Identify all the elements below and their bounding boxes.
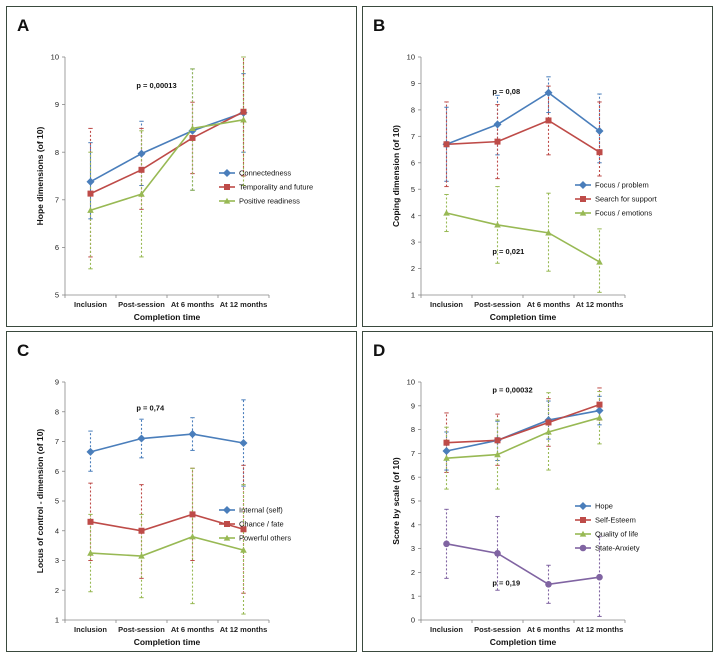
x-tick-label: At 12 months [575,300,624,309]
point-temporality-and-future [241,109,247,115]
x-tick-label: At 6 months [526,625,571,634]
x-tick-label: Post-session [118,625,165,634]
point-temporality-and-future [88,191,94,197]
legend-marker-temporality-and-future [224,184,230,190]
y-tick-label: 9 [410,79,415,89]
p-value-label: p = 0,74 [136,403,165,413]
p-value-label: p = 0,021 [492,247,525,257]
p-value-label: p = 0,08 [492,87,521,97]
x-axis-title: Completion time [133,312,201,322]
chart-c [7,332,355,650]
x-tick-label: Post-session [118,300,165,309]
y-tick-label: 2 [410,264,415,274]
x-tick-label: At 6 months [526,300,571,309]
point-self-esteem [546,419,552,425]
y-tick-label: 7 [54,437,59,447]
y-tick-label: 5 [410,496,415,506]
panel-background [363,7,711,325]
panel-letter: B [373,16,386,35]
y-tick-label: 6 [54,243,59,252]
legend-marker-chance-fate [224,521,230,527]
y-tick-label: 7 [54,195,59,205]
legend-label-connectedness: Connectedness [239,168,292,178]
point-search-for-support [444,141,450,147]
point-state-anxiety [596,574,603,581]
legend-label-positive-readiness: Positive readiness [239,196,300,206]
legend-marker-state-anxiety [580,545,587,552]
y-tick-label: 1 [410,290,415,300]
y-tick-label: 3 [410,544,415,554]
legend-label-quality-of-life: Quality of life [595,529,639,539]
point-temporality-and-future [139,167,145,173]
y-tick-label: 4 [410,520,415,530]
point-state-anxiety [443,541,450,548]
y-tick-label: 10 [406,377,415,387]
y-tick-label: 5 [410,184,415,194]
x-tick-label: Inclusion [74,300,107,309]
y-tick-label: 8 [410,105,415,115]
y-tick-label: 6 [410,158,415,168]
legend-marker-search-for-support [580,196,586,202]
legend-label-self-esteem: Self-Esteem [595,515,636,525]
y-tick-label: 2 [54,585,59,595]
legend-label-internal-self: Internal (self) [239,505,283,515]
y-tick-label: 8 [54,407,59,417]
legend-marker-self-esteem [580,517,586,523]
panel-letter: A [17,16,30,35]
panel-background [7,7,355,325]
y-tick-label: 8 [54,147,59,157]
y-tick-label: 3 [410,237,415,247]
y-tick-label: 7 [410,449,415,458]
y-tick-label: 4 [54,526,59,536]
p-value-label: p = 0,00032 [492,385,533,395]
y-tick-label: 5 [54,496,59,506]
x-tick-label: Post-session [474,300,521,309]
panel-background [363,332,711,650]
panel-c [6,331,357,652]
x-axis-title: Completion time [489,312,557,322]
point-search-for-support [597,149,603,155]
legend-label-powerful-others: Powerful others [239,533,292,543]
y-tick-label: 3 [54,556,59,566]
point-self-esteem [495,437,501,443]
y-tick-label: 6 [410,472,415,482]
point-state-anxiety [545,581,552,588]
x-tick-label: At 12 months [219,625,268,634]
point-state-anxiety [494,550,501,557]
panel-letter: C [17,341,30,360]
x-tick-label: At 6 months [170,625,215,634]
panel-b [362,6,713,327]
y-axis-title: Coping dimension (of 10) [391,125,401,227]
x-axis-title: Completion time [489,637,557,647]
y-axis-title: Score by scale (of 10) [391,457,401,545]
y-tick-label: 0 [410,615,415,625]
x-tick-label: Post-session [474,625,521,634]
p-value-label: p = 0,00013 [136,80,177,90]
y-tick-label: 4 [410,211,415,221]
legend-label-hope: Hope [595,501,613,511]
point-search-for-support [546,117,552,123]
x-tick-label: At 12 months [575,625,624,634]
legend-label-search-for-support: Search for support [595,194,657,204]
chart-d [363,332,711,650]
chart-b [363,7,711,325]
legend-label-focus-emotions: Focus / emotions [595,208,653,218]
y-tick-label: 10 [50,52,59,62]
y-tick-label: 9 [54,100,59,110]
point-chance-fate [88,519,94,525]
point-search-for-support [495,139,501,145]
legend-label-state-anxiety: State-Anxiety [595,543,640,553]
y-axis-title: Hope dimensions (of 10) [35,126,45,226]
y-tick-label: 10 [406,52,415,62]
chart-a [7,7,355,325]
y-tick-label: 1 [54,615,59,625]
panel-a [6,6,357,327]
x-tick-label: Inclusion [74,625,107,634]
x-tick-label: Inclusion [430,625,463,634]
p-value-label: p = 0,19 [492,578,521,588]
panel-d [362,331,713,652]
panel-letter: D [373,341,386,360]
y-tick-label: 5 [54,290,59,300]
y-tick-label: 9 [54,377,59,387]
y-axis-title: Locus of control - dimension (of 10) [35,428,45,574]
x-tick-label: At 6 months [170,300,215,309]
point-self-esteem [444,440,450,446]
point-chance-fate [190,511,196,517]
point-temporality-and-future [190,135,196,141]
legend-label-chance-fate: Chance / fate [239,519,284,529]
y-tick-label: 9 [410,401,415,411]
point-self-esteem [597,402,603,408]
panel-background [7,332,355,650]
x-axis-title: Completion time [133,637,201,647]
y-tick-label: 2 [410,568,415,577]
y-tick-label: 6 [54,466,59,476]
x-tick-label: Inclusion [430,300,463,309]
y-tick-label: 1 [410,591,415,601]
legend-label-temporality-and-future: Temporality and future [239,182,314,192]
point-chance-fate [139,528,145,534]
y-tick-label: 8 [410,425,415,435]
y-tick-label: 7 [410,131,415,141]
legend-label-focus-problem: Focus / problem [595,180,649,190]
x-tick-label: At 12 months [219,300,268,309]
